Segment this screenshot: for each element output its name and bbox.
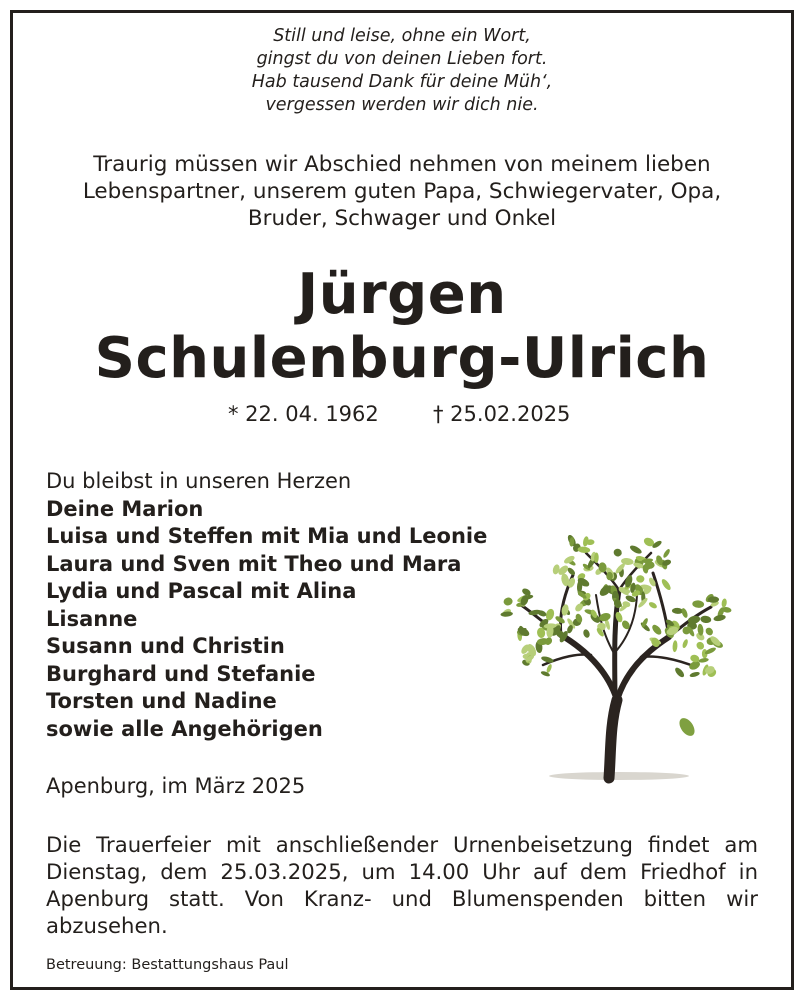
death-date: † 25.02.2025 bbox=[433, 402, 571, 426]
mourners-lead: Du bleibst in unseren Herzen bbox=[46, 469, 352, 493]
mourner-name: Deine Marion bbox=[46, 496, 204, 521]
mourner-name: Torsten und Nadine bbox=[46, 689, 277, 713]
mourner-name: Lydia und Pascal mit Alina bbox=[46, 579, 357, 603]
intro-line: Traurig müssen wir Abschied nehmen von meinem lieben bbox=[93, 152, 711, 177]
obituary-frame bbox=[10, 10, 794, 990]
intro-text bbox=[13, 151, 791, 232]
funeral-home-credit: Betreuung: Bestattungshaus Paul bbox=[46, 957, 289, 973]
mourner-name: sowie alle Angehörigen bbox=[46, 716, 323, 741]
deceased-name bbox=[13, 263, 791, 391]
leaf bbox=[704, 626, 714, 636]
leaf bbox=[636, 575, 645, 583]
leaf bbox=[651, 623, 664, 636]
birth-date: * 22. 04. 1962 bbox=[228, 402, 379, 426]
leaf bbox=[698, 657, 709, 663]
leaf bbox=[660, 578, 672, 592]
intro-line: Bruder, Schwager und Onkel bbox=[247, 206, 557, 231]
mourner-name: Laura und Sven mit Theo und Mara bbox=[46, 551, 462, 576]
poem-line: gingst du von deinen Lieben fort. bbox=[256, 49, 548, 69]
leaf bbox=[674, 666, 686, 679]
falling-leaf bbox=[676, 715, 697, 738]
place-date: Apenburg, im März 2025 bbox=[46, 774, 306, 798]
mourner-name: Susann und Christin bbox=[46, 634, 285, 658]
leaf bbox=[648, 601, 658, 610]
leaf bbox=[662, 548, 671, 559]
leaf bbox=[503, 597, 514, 607]
leaf bbox=[692, 600, 704, 608]
funeral-notice-text: Die Trauerfeier mit anschließender Urnenbeisetzung findet am Dienstag, dem 25.03.2025, um 14.00 Uhr auf dem Friedhof in Apenburg statt. Von Kranz- und Blumenspenden bitten wir abzusehen. bbox=[46, 832, 758, 938]
leaf bbox=[672, 608, 683, 615]
leaf bbox=[721, 598, 727, 608]
tree-illustration bbox=[491, 535, 741, 785]
leaf bbox=[629, 544, 643, 555]
poem-line: Still und leise, ohne ein Wort, bbox=[273, 26, 531, 46]
mourner-name: Lisanne bbox=[46, 606, 138, 631]
mourner-name: Luisa und Steffen mit Mia und Leonie bbox=[46, 524, 488, 548]
leaf bbox=[582, 629, 590, 639]
leaf bbox=[713, 614, 726, 622]
poem-line: vergessen werden wir dich nie. bbox=[265, 95, 539, 115]
first-name: Jürgen bbox=[297, 262, 507, 327]
leaf bbox=[689, 671, 700, 678]
poem-line: Hab tausend Dank für deine Müh‘, bbox=[251, 72, 553, 92]
funeral-notice bbox=[46, 831, 758, 939]
poem bbox=[13, 25, 791, 117]
leaf bbox=[700, 615, 712, 623]
leaf bbox=[500, 611, 513, 617]
leaf bbox=[612, 547, 623, 558]
leaf bbox=[672, 640, 678, 652]
mourners-list bbox=[46, 468, 487, 743]
last-name: Schulenburg-Ulrich bbox=[94, 326, 710, 391]
leaf bbox=[681, 639, 688, 649]
tree-shadow bbox=[549, 772, 689, 780]
mourner-name: Burghard und Stefanie bbox=[46, 661, 316, 686]
leaf bbox=[546, 663, 553, 673]
intro-line: Lebenspartner, unserem guten Papa, Schwiegervater, Opa, bbox=[82, 179, 722, 204]
